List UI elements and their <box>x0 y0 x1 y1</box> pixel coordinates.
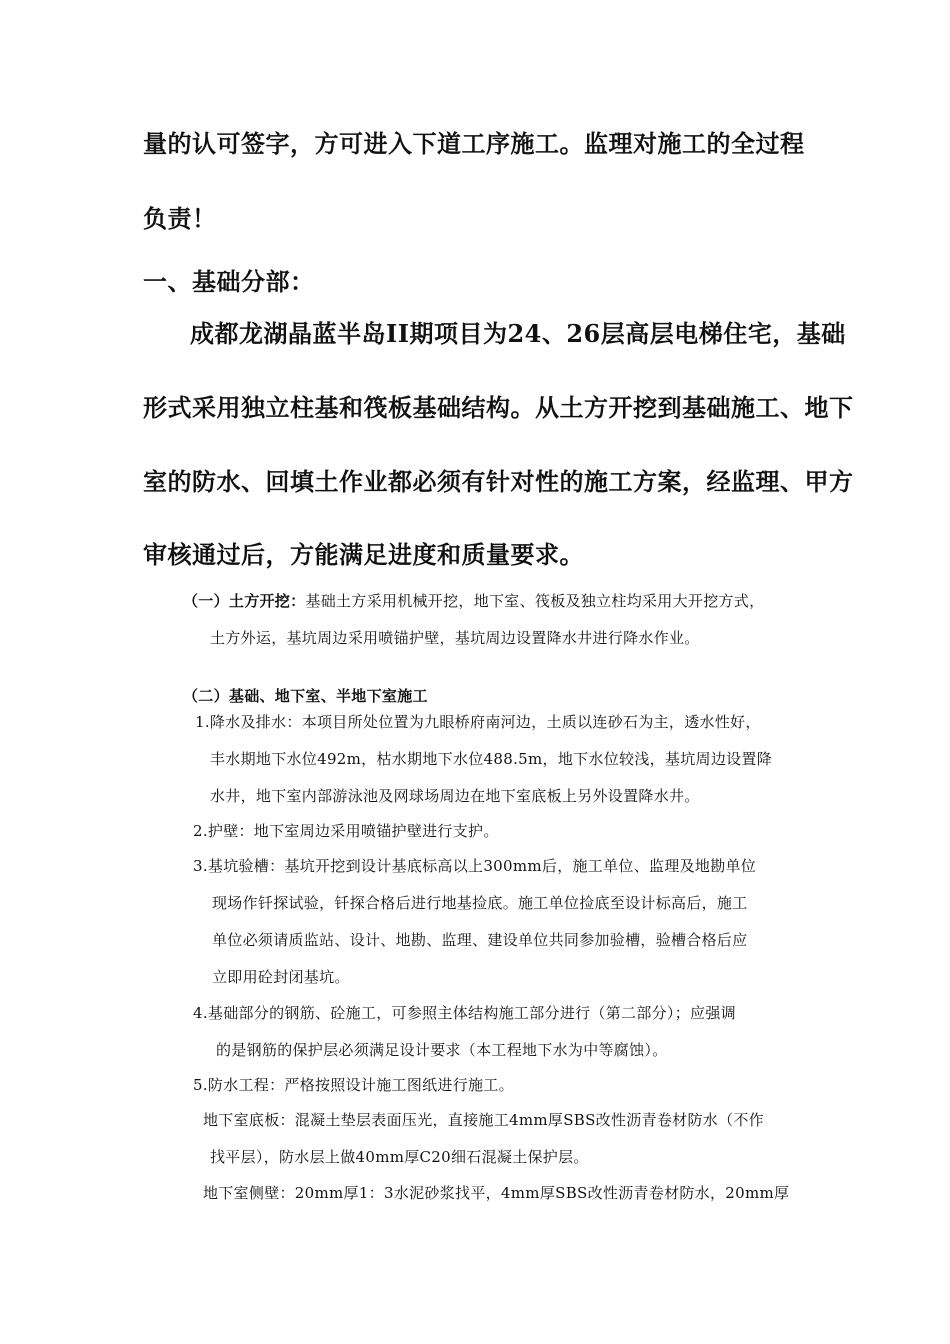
list-item-line: 水井，地下室内部游泳池及网球场周边在地下室底板上另外设置降水井。 <box>210 787 700 805</box>
list-item-line: 2.护壁：地下室周边采用喷锚护壁进行支护。 <box>193 822 499 840</box>
list-item-line: 现场作钎探试验，钎探合格后进行地基捡底。施工单位捡底至设计标高后，施工 <box>212 894 748 912</box>
paragraph-line: 成都龙湖晶蓝半岛II期项目为24、26层高层电梯住宅，基础 <box>190 319 846 348</box>
paragraph-line: 量的认可签字，方可进入下道工序施工。监理对施工的全过程 <box>143 129 805 158</box>
list-item-line: 1.降水及排水：本项目所处位置为九眼桥府南河边，土质以连砂石为主，透水性好， <box>195 713 761 731</box>
section-heading: 一、基础分部： <box>143 267 315 296</box>
paragraph-line: 负责！ <box>143 204 217 233</box>
subsection-line: 土方外运，基坑周边采用喷锚护壁，基坑周边设置降水井进行降水作业。 <box>210 629 700 647</box>
subsection-line <box>183 590 764 611</box>
list-item-line: 的是钢筋的保护层必须满足设计要求（本工程地下水为中等腐蚀）。 <box>216 1041 668 1059</box>
list-item-line: 4.基础部分的钢筋、砼施工，可参照主体结构施工部分进行（第二部分）；应强调 <box>193 1004 736 1022</box>
paragraph-line: 形式采用独立柱基和筏板基础结构。从土方开挖到基础施工、地下 <box>143 393 854 422</box>
list-item-line: 地下室底板：混凝土垫层表面压光，直接施工4mm厚SBS改性沥青卷材防水（不作 <box>203 1111 764 1129</box>
paragraph-line: 室的防水、回填土作业都必须有针对性的施工方案，经监理、甲方 <box>143 467 854 496</box>
list-item-line: 单位必须请质监站、设计、地勘、监理、建设单位共同参加验槽，验槽合格后应 <box>212 931 748 949</box>
list-item-line: 5.防水工程：严格按照设计施工图纸进行施工。 <box>193 1076 514 1094</box>
list-item-line: 丰水期地下水位492m，枯水期地下水位488.5m，地下水位较浅，基坑周边设置降 <box>210 750 773 768</box>
list-item-line: 地下室侧壁：20mm厚1：3水泥砂浆找平，4mm厚SBS改性沥青卷材防水，20mm厚 <box>203 1184 790 1202</box>
list-item-line: 3.基坑验槽：基坑开挖到设计基底标高以上300mm后，施工单位、监理及地勘单位 <box>193 857 757 875</box>
list-item-line: 立即用砼封闭基坑。 <box>212 968 350 986</box>
subsection-label: （一）土方开挖： <box>183 592 306 610</box>
paragraph-line: 审核通过后，方能满足进度和质量要求。 <box>143 540 584 569</box>
subsection-text: 基础土方采用机械开挖，地下室、筏板及独立柱均采用大开挖方式， <box>305 592 765 610</box>
subsection-title: （二）基础、地下室、半地下室施工 <box>183 687 428 705</box>
list-item-line: 找平层），防水层上做40mm厚C20细石混凝土保护层。 <box>210 1148 589 1166</box>
